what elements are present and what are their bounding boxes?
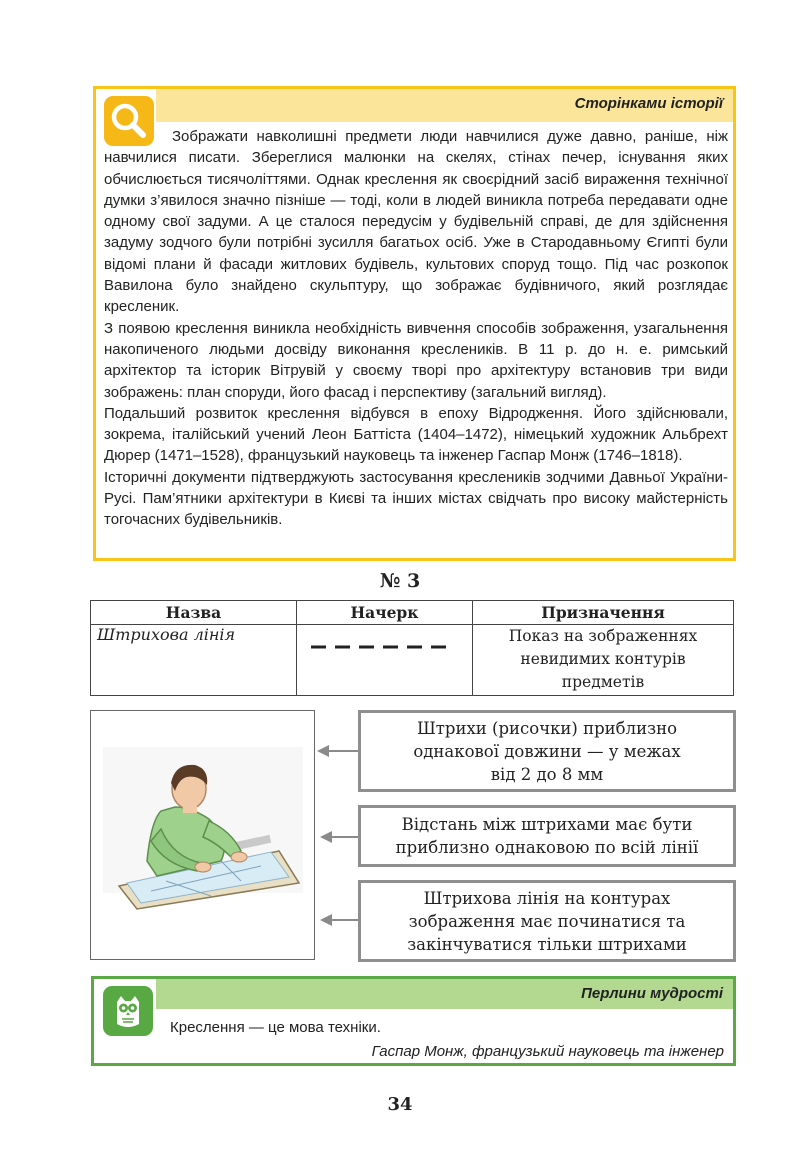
purpose-line: предметів: [561, 673, 645, 691]
history-paragraph: Подальший розвиток креслення відбувся в епоху Відродження. Його здійснювали, зокрема, італійський учений Леон Баттіста (1404–1472), німецький художник Альбрехт Дюрер (1471–1528), французький науковець та інженер Гаспар Монж (1746–1818).: [104, 404, 728, 465]
wisdom-header: [156, 979, 733, 1009]
draftsman-illustration: [91, 711, 314, 959]
callout-line: однакової довжини — у межах: [413, 741, 681, 761]
arrow-left-icon: [317, 745, 329, 757]
arrow-line: [332, 919, 358, 921]
purpose-line: невидимих контурів: [520, 650, 686, 668]
callout-line: зображення має починатися та: [408, 911, 686, 931]
table-header-purpose: Призначення: [473, 601, 734, 625]
callout-line: Штрихи (рисочки) приблизно: [416, 718, 678, 738]
table-header-name: Назва: [91, 601, 297, 625]
task-number: № 3: [379, 570, 421, 592]
history-title: Сторінками історії: [574, 95, 723, 112]
callout-line: Штрихова лінія на контурах: [423, 888, 671, 908]
wisdom-title: Перлини мудрості: [581, 985, 723, 1002]
callout-dash-endings: [358, 880, 736, 962]
line-types-table: [90, 600, 734, 696]
dashed-line-sample: [311, 642, 447, 652]
line-sample-cell: [297, 625, 473, 696]
callout-dash-spacing: [358, 805, 736, 867]
arrow-line: [332, 836, 358, 838]
callout-line: закінчуватися тільки штрихами: [407, 934, 687, 954]
callout-line: Відстань між штрихами має бути: [401, 815, 693, 834]
history-text: [104, 126, 728, 531]
arrow-left-icon: [320, 914, 332, 926]
owl-icon: [103, 986, 153, 1036]
wisdom-author: Гаспар Монж, французький науковець та інженер: [371, 1043, 724, 1060]
table-header-sketch: Начерк: [297, 601, 473, 625]
page-number: 34: [387, 1094, 413, 1115]
history-paragraph: Історичні документи підтверджують застосування креслеників зодчими Давньої України-Русі. Пам’ятники архітектури в Києві та інших містах свідчать про високу майстерність тогочасних будівельників.: [104, 468, 728, 529]
callout-dash-length: [358, 710, 736, 792]
arrow-line: [328, 750, 358, 752]
history-box: [93, 86, 736, 561]
line-name-cell: Штрихова лінія: [91, 625, 297, 696]
wisdom-quote: Креслення — це мова техніки.: [170, 1019, 381, 1036]
history-paragraph: З появою креслення виникла необхідність вивчення способів зображення, узагальнення накопиченого людьми досвіду виконання креслеників. В 11 р. до н. е. римський архітектор та історик Вітрувій у своєму творі про архітектуру встановив три види зображень: план споруди, його фасад і перспективу (загальний вигляд).: [104, 319, 728, 401]
history-paragraph: Зображати навколишні предмети люди навчилися дуже давно, раніше, ніж навчилися писати. Збереглися малюнки на скелях, стінах печер, існування яких обчислюється тисячоліттями. Однак креслення як своєрідний засіб вираження технічної думки з’явилося значно пізніше — тоді, коли в людей виникла потреба передавати одне одному свої задуми. А це сталося передусім у будівельній справі, де для здійснення задуму зодчого були потрібні зусилля багатьох осіб. Уже в Стародавньому Єгипті були відомі плани й фасади житлових будівель, культових споруд тощо. Під час розкопок Вавилона було знайдено скульптуру, що зображає будівничого, який розглядає кресленик.: [104, 128, 728, 316]
illustration-frame: [90, 710, 315, 960]
purpose-line: Показ на зображеннях: [508, 627, 698, 645]
callout-line: від 2 до 8 мм: [490, 764, 604, 784]
callout-line: приблизно однаковою по всій лінії: [395, 838, 699, 857]
table-header-row: [91, 601, 734, 625]
table-row: [91, 625, 734, 696]
line-purpose-cell: [473, 625, 734, 696]
arrow-left-icon: [320, 831, 332, 843]
wisdom-box: [91, 976, 736, 1066]
history-header: [156, 89, 733, 122]
